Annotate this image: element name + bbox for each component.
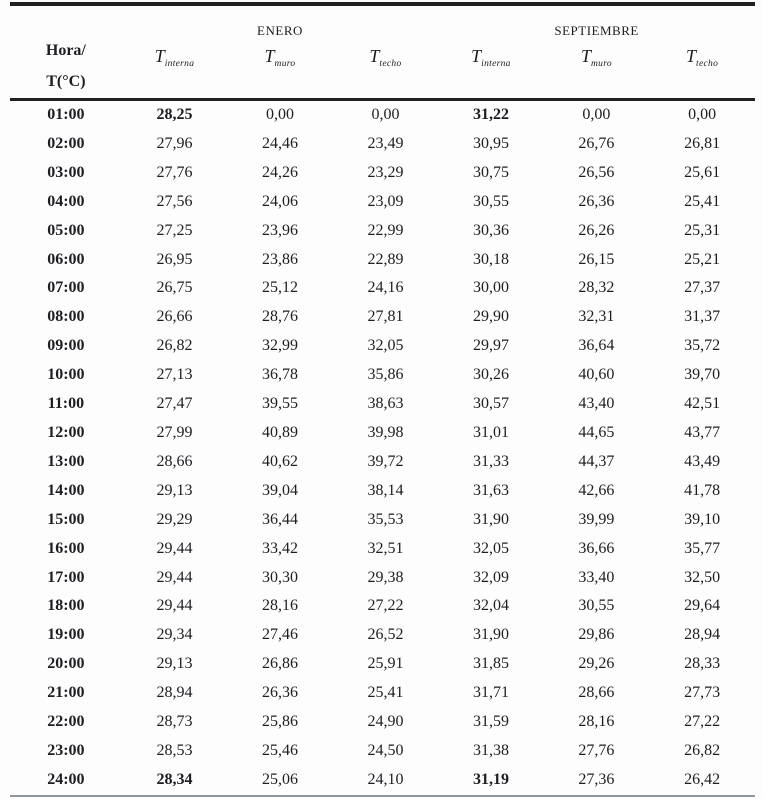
value-cell: 25,31 bbox=[684, 221, 721, 239]
value-cell: 29,97 bbox=[472, 337, 509, 355]
column-header-t-interna bbox=[438, 42, 543, 100]
value-cell: 31,22 bbox=[472, 106, 509, 123]
table-header bbox=[10, 4, 755, 100]
value-cell: 27,36 bbox=[578, 770, 615, 788]
hour-cell: 07:00 bbox=[47, 279, 85, 297]
value-cell: 31,19 bbox=[472, 770, 509, 788]
table-row bbox=[10, 390, 755, 419]
hour-cell: 01:00 bbox=[47, 106, 85, 123]
value-cell: 42,66 bbox=[578, 481, 615, 499]
table-row bbox=[10, 506, 755, 535]
hour-cell: 18:00 bbox=[47, 597, 85, 615]
value-cell: 24,90 bbox=[367, 713, 404, 731]
value-cell: 31,85 bbox=[472, 655, 509, 673]
value-cell: 25,46 bbox=[261, 741, 298, 759]
value-cell: 24,46 bbox=[261, 134, 298, 152]
value-cell: 24,26 bbox=[261, 163, 298, 181]
table-row bbox=[10, 737, 755, 766]
value-cell: 29,44 bbox=[156, 597, 193, 615]
value-cell: 43,77 bbox=[684, 423, 721, 441]
value-cell: 23,29 bbox=[367, 163, 404, 181]
value-cell: 41,78 bbox=[684, 481, 721, 499]
value-cell: 25,41 bbox=[684, 192, 721, 210]
value-cell: 35,77 bbox=[684, 539, 721, 557]
table-row bbox=[10, 274, 755, 303]
value-cell: 29,44 bbox=[156, 568, 193, 586]
hour-cell: 06:00 bbox=[47, 250, 85, 268]
value-cell: 28,76 bbox=[261, 308, 298, 326]
value-cell: 40,62 bbox=[261, 452, 298, 470]
value-cell: 30,75 bbox=[472, 163, 509, 181]
value-cell: 30,55 bbox=[578, 597, 615, 615]
value-cell: 23,09 bbox=[367, 192, 404, 210]
table-row bbox=[10, 159, 755, 188]
corner-label-unit: T(°C) bbox=[46, 73, 86, 90]
value-cell: 33,42 bbox=[261, 539, 298, 557]
value-cell: 25,86 bbox=[261, 713, 298, 731]
value-cell: 24,16 bbox=[367, 279, 404, 297]
value-cell: 26,52 bbox=[367, 626, 404, 644]
value-cell: 22,99 bbox=[367, 221, 404, 239]
value-cell: 27,56 bbox=[156, 192, 193, 210]
value-cell: 36,78 bbox=[261, 366, 298, 384]
value-cell: 27,73 bbox=[684, 684, 721, 702]
value-cell: 29,29 bbox=[156, 510, 193, 528]
t-symbol: T bbox=[369, 46, 380, 66]
value-cell: 36,66 bbox=[578, 539, 615, 557]
value-cell: 25,06 bbox=[261, 770, 298, 788]
value-cell: 23,96 bbox=[261, 221, 298, 239]
temperature-table bbox=[10, 2, 755, 797]
value-cell: 26,15 bbox=[578, 250, 615, 268]
value-cell: 39,72 bbox=[367, 452, 404, 470]
hour-cell: 22:00 bbox=[47, 713, 85, 731]
value-cell: 43,40 bbox=[578, 395, 615, 413]
value-cell: 32,05 bbox=[367, 337, 404, 355]
value-cell: 39,99 bbox=[578, 510, 615, 528]
value-cell: 26,42 bbox=[684, 770, 721, 788]
table-row bbox=[10, 100, 755, 130]
hour-cell: 12:00 bbox=[47, 423, 85, 441]
t-symbol: T bbox=[471, 46, 482, 66]
value-cell: 39,70 bbox=[684, 366, 721, 384]
value-cell: 28,66 bbox=[156, 452, 193, 470]
value-cell: 40,60 bbox=[578, 366, 615, 384]
value-cell: 31,90 bbox=[472, 510, 509, 528]
value-cell: 30,95 bbox=[472, 134, 509, 152]
value-cell: 35,53 bbox=[367, 510, 404, 528]
t-symbol: T bbox=[686, 46, 697, 66]
value-cell: 26,56 bbox=[578, 163, 615, 181]
value-cell: 33,40 bbox=[578, 568, 615, 586]
value-cell: 29,64 bbox=[684, 597, 721, 615]
value-cell: 32,05 bbox=[472, 539, 509, 557]
value-cell: 30,36 bbox=[472, 221, 509, 239]
hour-cell: 14:00 bbox=[47, 481, 85, 499]
value-cell: 27,25 bbox=[156, 221, 193, 239]
value-cell: 28,32 bbox=[578, 279, 615, 297]
value-cell: 28,94 bbox=[156, 684, 193, 702]
value-cell: 26,36 bbox=[578, 192, 615, 210]
value-cell: 27,13 bbox=[156, 366, 193, 384]
hour-cell: 13:00 bbox=[47, 452, 85, 470]
value-cell: 35,72 bbox=[684, 337, 721, 355]
value-cell: 0,00 bbox=[265, 106, 294, 123]
value-cell: 29,38 bbox=[367, 568, 404, 586]
table-row bbox=[10, 332, 755, 361]
value-cell: 42,51 bbox=[684, 395, 721, 413]
t-subscript: muro bbox=[274, 59, 296, 70]
value-cell: 26,66 bbox=[156, 308, 193, 326]
hour-cell: 24:00 bbox=[47, 770, 85, 788]
t-subscript: interna bbox=[164, 59, 195, 70]
value-cell: 28,33 bbox=[684, 655, 721, 673]
value-cell: 31,01 bbox=[472, 423, 509, 441]
corner-header-cell bbox=[10, 4, 122, 100]
value-cell: 27,46 bbox=[261, 626, 298, 644]
table-body bbox=[10, 100, 755, 796]
group-header-enero bbox=[122, 4, 438, 42]
value-cell: 27,37 bbox=[684, 279, 721, 297]
t-symbol: T bbox=[580, 46, 591, 66]
value-cell: 28,34 bbox=[156, 770, 193, 788]
value-cell: 26,86 bbox=[261, 655, 298, 673]
value-cell: 27,99 bbox=[156, 423, 193, 441]
table-row bbox=[10, 217, 755, 246]
value-cell: 29,13 bbox=[156, 481, 193, 499]
value-cell: 32,09 bbox=[472, 568, 509, 586]
table-row bbox=[10, 708, 755, 737]
hour-cell: 04:00 bbox=[47, 192, 85, 210]
table-row bbox=[10, 679, 755, 708]
value-cell: 31,71 bbox=[472, 684, 509, 702]
value-cell: 27,76 bbox=[156, 163, 193, 181]
hour-cell: 09:00 bbox=[47, 337, 85, 355]
value-cell: 32,99 bbox=[261, 337, 298, 355]
value-cell: 0,00 bbox=[582, 106, 611, 123]
table-row bbox=[10, 621, 755, 650]
value-cell: 25,61 bbox=[684, 163, 721, 181]
hour-cell: 17:00 bbox=[47, 568, 85, 586]
value-cell: 26,76 bbox=[578, 134, 615, 152]
value-cell: 28,16 bbox=[578, 713, 615, 731]
hour-cell: 20:00 bbox=[47, 655, 85, 673]
table-row bbox=[10, 650, 755, 679]
table-row bbox=[10, 419, 755, 448]
column-header-t-muro bbox=[227, 42, 332, 100]
value-cell: 28,16 bbox=[261, 597, 298, 615]
value-cell: 38,14 bbox=[367, 481, 404, 499]
value-cell: 40,89 bbox=[261, 423, 298, 441]
hour-cell: 11:00 bbox=[47, 395, 85, 413]
value-cell: 25,12 bbox=[261, 279, 298, 297]
value-cell: 30,55 bbox=[472, 192, 509, 210]
group-label-septiembre: SEPTIEMBRE bbox=[554, 23, 639, 38]
hour-cell: 21:00 bbox=[47, 684, 85, 702]
value-cell: 29,90 bbox=[472, 308, 509, 326]
value-cell: 39,55 bbox=[261, 395, 298, 413]
value-cell: 26,26 bbox=[578, 221, 615, 239]
value-cell: 32,50 bbox=[684, 568, 721, 586]
value-cell: 26,95 bbox=[156, 250, 193, 268]
value-cell: 26,75 bbox=[156, 279, 193, 297]
value-cell: 30,57 bbox=[472, 395, 509, 413]
value-cell: 31,38 bbox=[472, 741, 509, 759]
t-subscript: interna bbox=[481, 59, 511, 70]
value-cell: 0,00 bbox=[371, 106, 400, 123]
group-header-septiembre bbox=[438, 4, 755, 42]
table-row bbox=[10, 564, 755, 593]
value-cell: 29,86 bbox=[578, 626, 615, 644]
value-cell: 31,37 bbox=[684, 308, 721, 326]
hour-cell: 19:00 bbox=[47, 626, 85, 644]
value-cell: 26,36 bbox=[261, 684, 298, 702]
table-row bbox=[10, 448, 755, 477]
value-cell: 27,47 bbox=[156, 395, 193, 413]
value-cell: 28,66 bbox=[578, 684, 615, 702]
value-cell: 27,96 bbox=[156, 134, 193, 152]
corner-label-hora: Hora/ bbox=[45, 42, 86, 59]
column-header-t-techo bbox=[333, 42, 438, 100]
value-cell: 26,81 bbox=[684, 134, 721, 152]
t-subscript: muro bbox=[590, 59, 612, 70]
value-cell: 31,59 bbox=[472, 713, 509, 731]
column-header-t-muro bbox=[544, 42, 649, 100]
column-header-t-techo bbox=[649, 42, 755, 100]
value-cell: 23,49 bbox=[367, 134, 404, 152]
value-cell: 39,04 bbox=[261, 481, 298, 499]
hour-cell: 23:00 bbox=[47, 741, 85, 759]
t-subscript: techo bbox=[696, 59, 719, 70]
value-cell: 44,37 bbox=[578, 452, 615, 470]
hour-cell: 03:00 bbox=[47, 163, 85, 181]
table-row bbox=[10, 477, 755, 506]
value-cell: 25,91 bbox=[367, 655, 404, 673]
table-row bbox=[10, 303, 755, 332]
value-cell: 27,22 bbox=[367, 597, 404, 615]
value-cell: 25,41 bbox=[367, 684, 404, 702]
table-row bbox=[10, 188, 755, 217]
value-cell: 39,10 bbox=[684, 510, 721, 528]
hour-cell: 05:00 bbox=[47, 221, 85, 239]
hour-cell: 02:00 bbox=[47, 134, 85, 152]
value-cell: 29,44 bbox=[156, 539, 193, 557]
value-cell: 24,06 bbox=[261, 192, 298, 210]
hour-cell: 16:00 bbox=[47, 539, 85, 557]
value-cell: 22,89 bbox=[367, 250, 404, 268]
value-cell: 32,51 bbox=[367, 539, 404, 557]
group-header-row bbox=[10, 4, 755, 42]
hour-cell: 15:00 bbox=[47, 510, 85, 528]
value-cell: 23,86 bbox=[261, 250, 298, 268]
value-cell: 36,44 bbox=[261, 510, 298, 528]
sub-header-row bbox=[10, 42, 755, 100]
t-symbol: T bbox=[264, 46, 275, 66]
t-symbol: T bbox=[154, 46, 165, 66]
table-row bbox=[10, 766, 755, 796]
value-cell: 28,73 bbox=[156, 713, 193, 731]
value-cell: 28,53 bbox=[156, 741, 193, 759]
value-cell: 0,00 bbox=[688, 106, 717, 123]
value-cell: 27,76 bbox=[578, 741, 615, 759]
value-cell: 29,13 bbox=[156, 655, 193, 673]
column-header-t-interna bbox=[122, 42, 227, 100]
value-cell: 39,98 bbox=[367, 423, 404, 441]
value-cell: 38,63 bbox=[367, 395, 404, 413]
value-cell: 36,64 bbox=[578, 337, 615, 355]
value-cell: 29,34 bbox=[156, 626, 193, 644]
value-cell: 31,63 bbox=[472, 481, 509, 499]
group-label-enero: ENERO bbox=[257, 23, 303, 38]
value-cell: 27,22 bbox=[684, 713, 721, 731]
value-cell: 43,49 bbox=[684, 452, 721, 470]
value-cell: 31,33 bbox=[472, 452, 509, 470]
value-cell: 32,31 bbox=[578, 308, 615, 326]
value-cell: 24,50 bbox=[367, 741, 404, 759]
hour-cell: 10:00 bbox=[47, 366, 85, 384]
value-cell: 25,21 bbox=[684, 250, 721, 268]
value-cell: 30,30 bbox=[261, 568, 298, 586]
value-cell: 31,90 bbox=[472, 626, 509, 644]
value-cell: 28,94 bbox=[684, 626, 721, 644]
table-row bbox=[10, 361, 755, 390]
value-cell: 29,26 bbox=[578, 655, 615, 673]
value-cell: 44,65 bbox=[578, 423, 615, 441]
value-cell: 27,81 bbox=[367, 308, 404, 326]
table-row bbox=[10, 535, 755, 564]
value-cell: 26,82 bbox=[684, 741, 721, 759]
t-subscript: techo bbox=[379, 59, 402, 70]
value-cell: 30,00 bbox=[472, 279, 509, 297]
value-cell: 32,04 bbox=[472, 597, 509, 615]
hour-cell: 08:00 bbox=[47, 308, 85, 326]
value-cell: 28,25 bbox=[156, 106, 193, 123]
table-row bbox=[10, 130, 755, 159]
value-cell: 35,86 bbox=[367, 366, 404, 384]
value-cell: 24,10 bbox=[367, 770, 404, 788]
value-cell: 30,26 bbox=[472, 366, 509, 384]
table-row bbox=[10, 246, 755, 275]
value-cell: 26,82 bbox=[156, 337, 193, 355]
table-row bbox=[10, 592, 755, 621]
value-cell: 30,18 bbox=[472, 250, 509, 268]
